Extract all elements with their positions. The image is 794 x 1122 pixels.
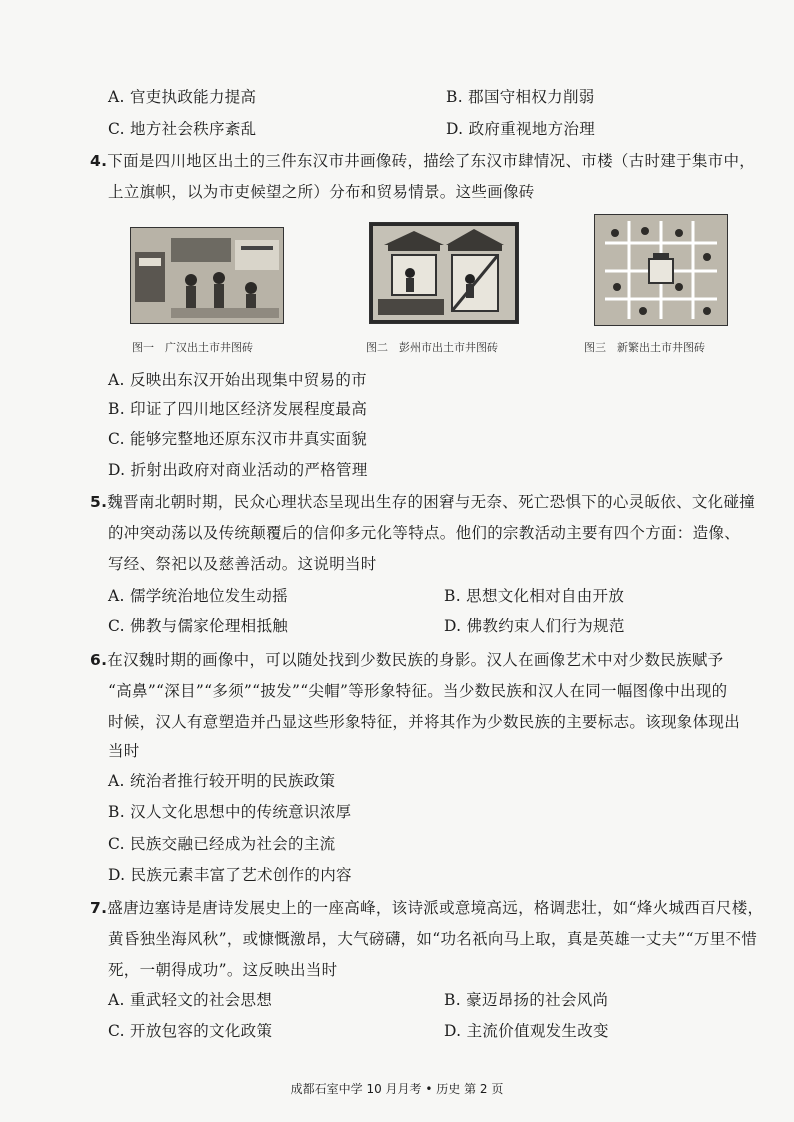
q5-option-c[interactable]: C. 佛教与儒家伦理相抵触 bbox=[108, 617, 289, 635]
q5-stem-text-1: 魏晋南北朝时期，民众心理状态呈现出生存的困窘与无奈、死亡恐惧下的心灵皈依、文化碰撞 bbox=[107, 493, 756, 511]
q7-option-b[interactable]: B. 豪迈昂扬的社会风尚 bbox=[444, 991, 609, 1009]
q4-figure-2-image bbox=[369, 222, 519, 324]
q7-stem-line1 bbox=[90, 897, 763, 919]
q6-option-d[interactable]: D. 民族元素丰富了艺术创作的内容 bbox=[108, 866, 352, 884]
q4-number: 4. bbox=[90, 152, 108, 170]
q4-option-d[interactable]: D. 折射出政府对商业活动的严格管理 bbox=[108, 461, 368, 479]
q6-option-b[interactable]: B. 汉人文化思想中的传统意识浓厚 bbox=[108, 803, 352, 821]
q7-stem-line3: 死，一朝得成功”。这反映出当时 bbox=[108, 961, 338, 979]
q4-figure-1-caption: 图一 广汉出土市井图砖 bbox=[132, 341, 253, 354]
q7-option-d[interactable]: D. 主流价值观发生改变 bbox=[444, 1022, 609, 1040]
q4-figure-1-image bbox=[130, 227, 284, 324]
q4-figure-3-image bbox=[594, 214, 728, 326]
q6-stem-line3: 时候，汉人有意塑造并凸显这些形象特征，并将其作为少数民族的主要标志。该现象体现出 bbox=[108, 713, 741, 731]
q3-option-a[interactable]: A. 官吏执政能力提高 bbox=[108, 88, 257, 106]
q3-option-b[interactable]: B. 郡国守相权力削弱 bbox=[446, 88, 595, 106]
q4-stem-line1 bbox=[90, 150, 755, 172]
q7-stem-text-1: 盛唐边塞诗是唐诗发展史上的一座高峰，该诗派或意境高远，格调悲壮，如“烽火城西百尺楼， bbox=[107, 899, 764, 917]
q6-option-a[interactable]: A. 统治者推行较开明的民族政策 bbox=[108, 772, 336, 790]
q4-option-b[interactable]: B. 印证了四川地区经济发展程度最高 bbox=[108, 400, 368, 418]
q5-option-d[interactable]: D. 佛教约束人们行为规范 bbox=[444, 617, 625, 635]
q5-number: 5. bbox=[90, 493, 108, 511]
q5-option-a[interactable]: A. 儒学统治地位发生动摇 bbox=[108, 587, 288, 605]
q4-figure-3-caption: 图三 新繁出土市井图砖 bbox=[584, 341, 705, 354]
q4-stem-text-1: 下面是四川地区出土的三件东汉市井画像砖，描绘了东汉市肆情况、市楼（古时建于集市中， bbox=[107, 152, 756, 170]
q7-option-c[interactable]: C. 开放包容的文化政策 bbox=[108, 1022, 273, 1040]
q6-stem-line1 bbox=[90, 649, 723, 671]
q7-stem-line2: 黄昏独坐海风秋”，或慷慨激昂，大气磅礴，如“功名祇向马上取，真是英雄一丈夫”“万里不惜 bbox=[108, 930, 758, 948]
q3-option-d[interactable]: D. 政府重视地方治理 bbox=[446, 120, 596, 138]
q4-option-c[interactable]: C. 能够完整地还原东汉市井真实面貌 bbox=[108, 430, 368, 448]
q3-option-c[interactable]: C. 地方社会秩序紊乱 bbox=[108, 120, 257, 138]
q5-stem-line1 bbox=[90, 491, 755, 513]
q5-stem-line3: 写经、祭祀以及慈善活动。这说明当时 bbox=[108, 555, 377, 573]
q4-option-a[interactable]: A. 反映出东汉开始出现集中贸易的市 bbox=[108, 371, 367, 389]
q6-option-c[interactable]: C. 民族交融已经成为社会的主流 bbox=[108, 835, 336, 853]
q6-stem-line2: “高鼻”“深目”“多须”“披发”“尖帽”等形象特征。当少数民族和汉人在同一幅图像中出现的 bbox=[108, 682, 728, 700]
q7-option-a[interactable]: A. 重武轻文的社会思想 bbox=[108, 991, 273, 1009]
q6-number: 6. bbox=[90, 651, 108, 669]
q7-number: 7. bbox=[90, 899, 108, 917]
q6-stem-line4: 当时 bbox=[108, 742, 140, 760]
page-footer: 成都石室中学 10 月月考 • 历史 第 2 页 bbox=[290, 1082, 504, 1096]
q5-option-b[interactable]: B. 思想文化相对自由开放 bbox=[444, 587, 625, 605]
q5-stem-line2: 的冲突动荡以及传统颠覆后的信仰多元化等特点。他们的宗教活动主要有四个方面：造像、 bbox=[108, 524, 741, 542]
q4-stem-line2: 上立旗帜，以为市吏候望之所）分布和贸易情景。这些画像砖 bbox=[108, 183, 535, 201]
q6-stem-text-1: 在汉魏时期的画像中，可以随处找到少数民族的身影。汉人在画像艺术中对少数民族赋予 bbox=[107, 651, 724, 669]
q4-figure-2-caption: 图二 彭州市出土市井图砖 bbox=[366, 341, 498, 354]
